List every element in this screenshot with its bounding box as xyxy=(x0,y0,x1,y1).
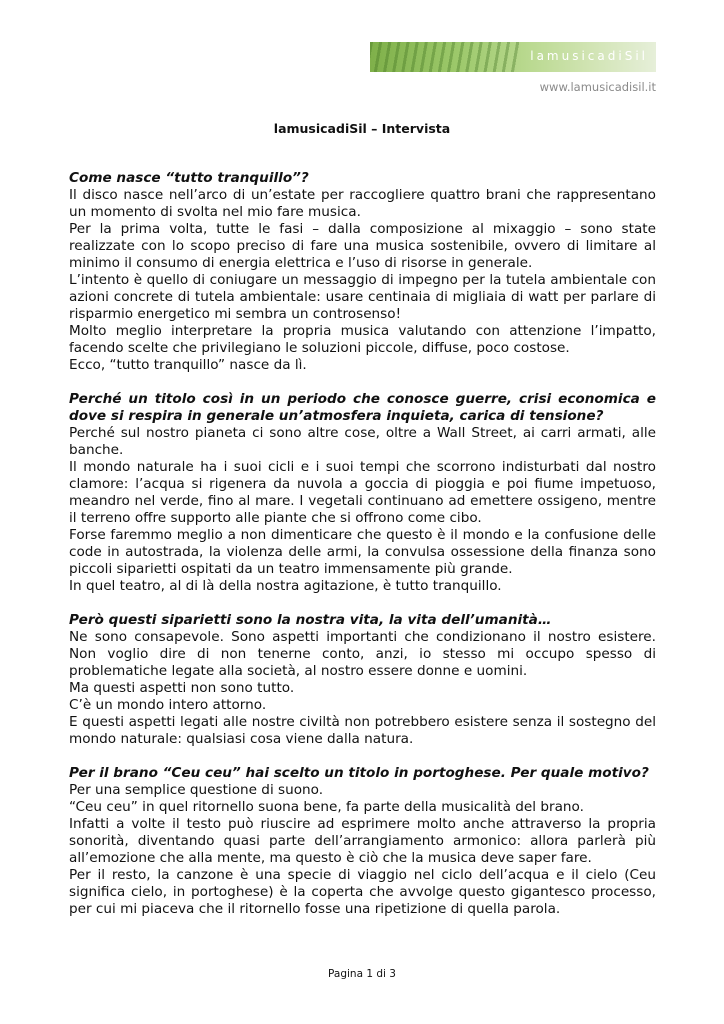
answer-paragraph: L’intento è quello di coniugare un messaggio di impegno per la tutela ambientale con azioni concrete di tutela ambientale: usare centinaia di migliaia di watt per parlare di risparmio energetico mi sembra un controsenso! xyxy=(69,272,656,322)
answer-paragraph: C’è un mondo intero attorno. xyxy=(69,697,267,713)
document-title: lamusicadiSil – Intervista xyxy=(273,121,451,136)
header-banner xyxy=(370,42,656,72)
answer-paragraph: Ne sono consapevole. Sono aspetti importanti che condizionano il nostro esistere. Non voglio dire di non tenerne conto, anzi, io stesso mi occupo spesso di problematiche legate alla società, al nostro essere donne e uomini. xyxy=(69,629,656,679)
question-2: Perché un titolo così in un periodo che conosce guerre, crisi economica e dove si respira in generale un’atmosfera inquieta, carica di tensione? xyxy=(69,391,656,424)
site-url: www.lamusicadisil.it xyxy=(539,80,656,94)
question-1: Come nasce “tutto tranquillo”? xyxy=(69,170,309,186)
answer-paragraph: Molto meglio interpretare la propria musica valutando con attenzione l’impatto, facendo scelte che privilegiano le soluzioni piccole, diffuse, poco costose. xyxy=(69,323,656,356)
answer-paragraph: Il disco nasce nell’arco di un’estate per raccogliere quattro brani che rappresentano un momento di svolta nel mio fare musica. xyxy=(69,187,656,220)
answer-paragraph: “Ceu ceu” in quel ritornello suona bene, fa parte della musicalità del brano. xyxy=(69,799,584,815)
answer-paragraph: Forse faremmo meglio a non dimenticare che questo è il mondo e la confusione delle code in autostrada, la violenza delle armi, la convulsa ossessione della finanza sono piccoli siparietti ospitati da un teatro immensamente più grande. xyxy=(69,527,656,577)
question-4: Per il brano “Ceu ceu” hai scelto un titolo in portoghese. Per quale motivo? xyxy=(69,765,649,781)
answer-paragraph: Per il resto, la canzone è una specie di viaggio nel ciclo dell’acqua e il cielo (Ceu significa cielo, in portoghese) è la coperta che avvolge questo gigantesco processo, per cui mi piaceva che il ritornello fosse una ripetizione di quella parola. xyxy=(69,867,656,917)
answer-paragraph: E questi aspetti legati alle nostre civiltà non potrebbero esistere senza il sostegno del mondo naturale: qualsiasi cosa viene dalla natura. xyxy=(69,714,656,747)
brand-logo-text: lamusicadiSil xyxy=(530,49,648,63)
grass-decoration xyxy=(370,42,520,72)
section-spacer xyxy=(69,748,656,765)
answer-paragraph: In quel teatro, al di là della nostra agitazione, è tutto tranquillo. xyxy=(69,578,502,594)
answer-paragraph: Infatti a volte il testo può riuscire ad esprimere molto anche attraverso la propria sonorità, diventando quasi parte dell’arrangiamento armonico: allora parlerà più all’emozione che alla mente, ma questo è ciò che la musica deve saper fare. xyxy=(69,816,656,866)
answer-paragraph: Ecco, “tutto tranquillo” nasce da lì. xyxy=(69,357,307,373)
answer-paragraph: Per la prima volta, tutte le fasi – dalla composizione al mixaggio – sono state realizzate con lo scopo preciso di fare una musica sostenibile, ovvero di limitare al minimo il consumo di energia elettrica e l’uso di risorse in generale. xyxy=(69,221,656,271)
answer-paragraph: Il mondo naturale ha i suoi cicli e i suoi tempi che scorrono indisturbati dal nostro clamore: l’acqua si rigenera da nuvola a goccia di pioggia e poi fiume impetuoso, meandro nel verde, fino al mare. I vegetali continuano ad emettere ossigeno, mentre il terreno offre supporto alle piante che si offrono come cibo. xyxy=(69,459,656,526)
section-spacer xyxy=(69,374,656,391)
question-3: Però questi siparietti sono la nostra vita, la vita dell’umanità… xyxy=(69,612,552,628)
page-number: Pagina 1 di 3 xyxy=(328,968,396,980)
answer-paragraph: Ma questi aspetti non sono tutto. xyxy=(69,680,295,696)
interview-body xyxy=(69,170,656,918)
answer-paragraph: Perché sul nostro pianeta ci sono altre cose, oltre a Wall Street, ai carri armati, alle banche. xyxy=(69,425,656,458)
section-spacer xyxy=(69,595,656,612)
answer-paragraph: Per una semplice questione di suono. xyxy=(69,782,324,798)
